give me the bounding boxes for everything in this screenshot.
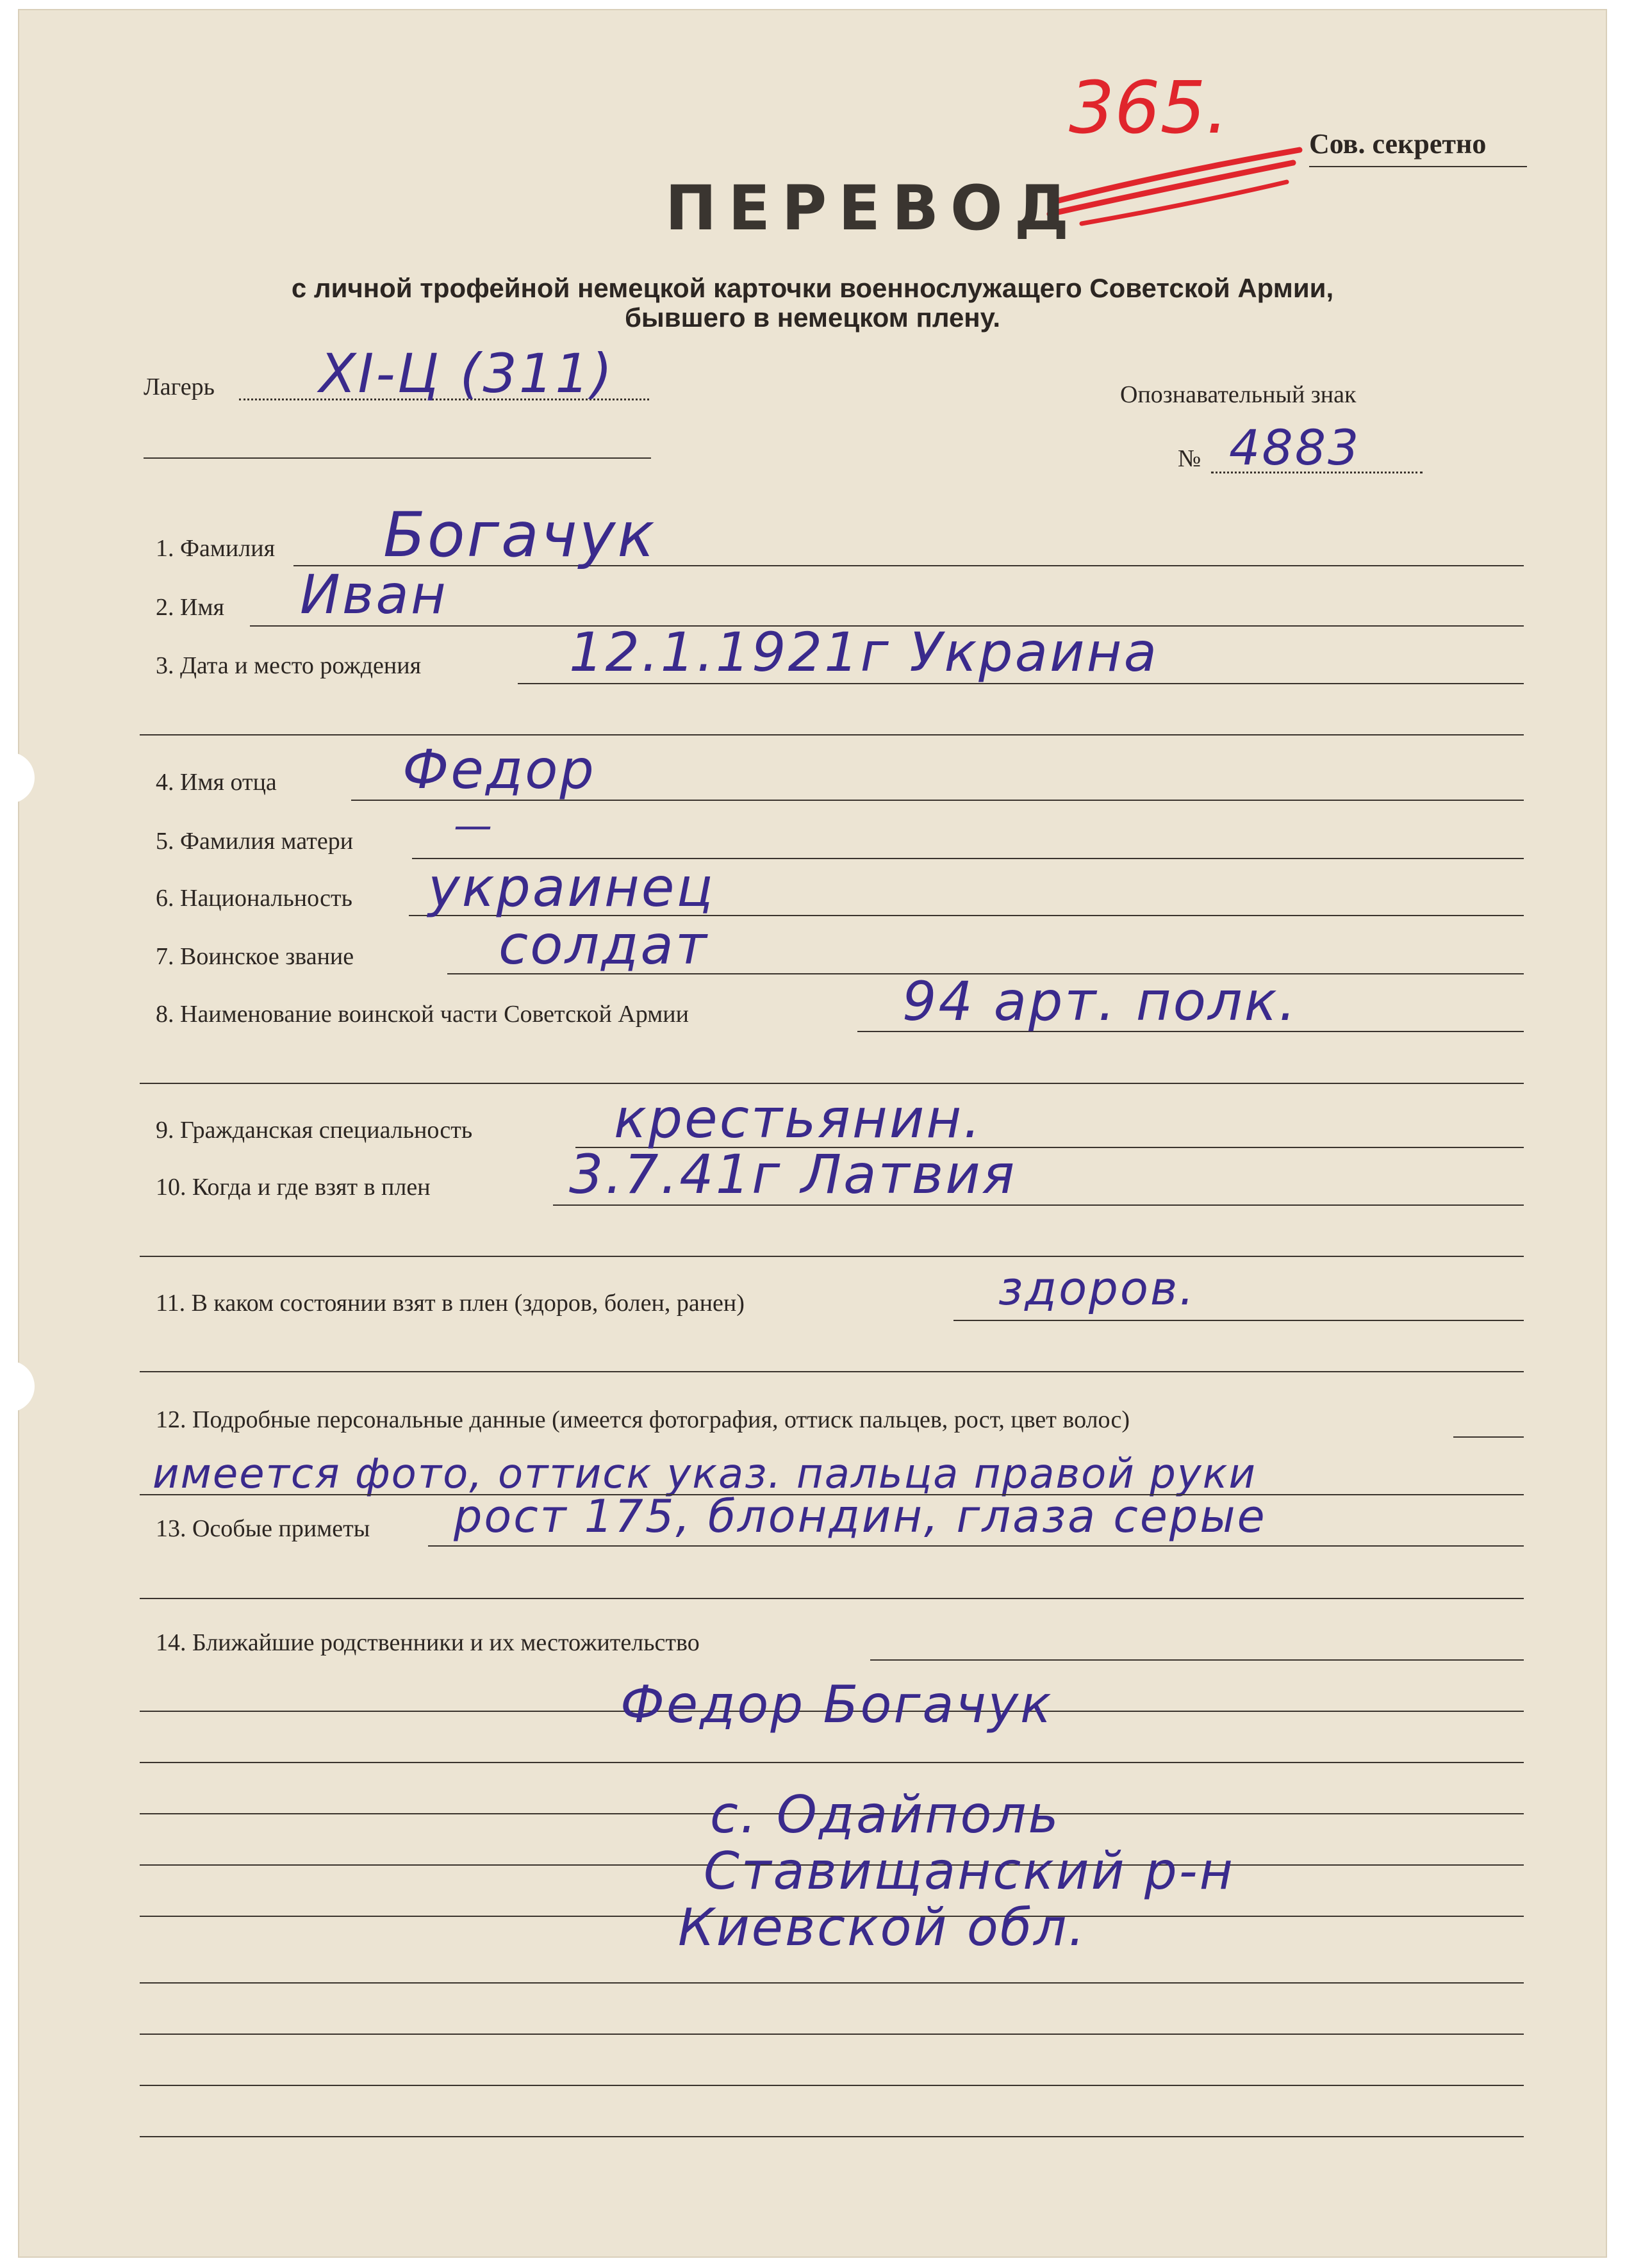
field-birth-value: 12.1.1921г Украина — [569, 621, 1159, 684]
punch-hole-bottom — [5, 1361, 35, 1412]
id-mark-number-sign: № — [1178, 445, 1201, 472]
field-birth-label: 3. Дата и место рождения — [156, 652, 422, 679]
document-subtitle-line2: бывшего в немецком плену. — [624, 302, 1001, 333]
field-features-label: 13. Особые приметы — [156, 1515, 370, 1542]
field-capture-second-line — [140, 1256, 1524, 1257]
field-unit-label: 8. Наименование воинской части Советской Армии — [156, 1001, 689, 1028]
camp-value: XI-Ц (311) — [319, 342, 615, 405]
field-nationality-value: украинец — [428, 856, 715, 919]
red-underline-strokes — [1043, 144, 1312, 240]
field-birth-second-line — [140, 734, 1524, 735]
field-condition-line — [953, 1320, 1524, 1321]
field-unit-value: 94 арт. полк. — [902, 970, 1298, 1033]
field-father-value: Федор — [402, 738, 596, 801]
field-relatives-label: 14. Ближайшие родственники и их местожительство — [156, 1629, 700, 1656]
secrecy-stamp: Сов. секретно — [1309, 128, 1487, 160]
relatives-line-2 — [140, 1762, 1524, 1763]
field-rank-label: 7. Воинское звание — [156, 943, 354, 970]
field-surname-label: 1. Фамилия — [156, 535, 276, 562]
field-first-name-label: 2. Имя — [156, 594, 224, 621]
document-title: ПЕРЕВОД — [665, 172, 1081, 244]
id-mark-value: 4883 — [1229, 419, 1361, 476]
field-capture-value: 3.7.41г Латвия — [569, 1143, 1017, 1206]
archive-number: 365. — [1069, 67, 1229, 150]
field-personal-data-label: 12. Подробные персональные данные (имеется фотография, оттиск пальцев, рост, цвет волос) — [156, 1406, 1130, 1433]
camp-label: Лагерь — [144, 374, 215, 400]
field-relatives-line — [870, 1659, 1524, 1661]
relatives-line-9 — [140, 2136, 1524, 2137]
field-features-line — [428, 1545, 1524, 1547]
field-condition-value: здоров. — [998, 1261, 1196, 1315]
field-mother-value: — — [454, 803, 494, 848]
field-surname-value: Богачук — [383, 499, 657, 571]
field-specialty-value: крестьянин. — [614, 1087, 983, 1150]
relatives-district: Ставищанский р-н — [704, 1841, 1235, 1901]
id-mark-label: Опознавательный знак — [1120, 381, 1357, 408]
field-features-second-line — [140, 1598, 1524, 1599]
relatives-region: Киевской обл. — [678, 1898, 1087, 1957]
field-nationality-label: 6. Национальность — [156, 885, 352, 912]
field-condition-second-line — [140, 1371, 1524, 1372]
field-rank-value: солдат — [499, 914, 709, 976]
document-page — [18, 9, 1607, 2258]
document-subtitle-line1: с личной трофейной немецкой карточки военнослужащего Советской Армии, — [291, 273, 1334, 303]
field-personal-data-line — [1453, 1436, 1524, 1438]
secrecy-underline — [1309, 166, 1527, 167]
field-father-label: 4. Имя отца — [156, 769, 277, 796]
field-specialty-label: 9. Гражданская специальность — [156, 1117, 473, 1144]
camp-second-line — [144, 457, 651, 459]
punch-hole-top — [5, 752, 35, 803]
field-condition-label: 11. В каком состоянии взят в плен (здоров, болен, ранен) — [156, 1290, 745, 1317]
field-personal-data-value: имеется фото, оттиск указ. пальца правой руки — [153, 1450, 1257, 1498]
relatives-village: с. Одайполь — [710, 1785, 1060, 1845]
field-first-name-value: Иван — [300, 563, 448, 626]
field-mother-label: 5. Фамилия матери — [156, 828, 354, 855]
field-unit-second-line — [140, 1083, 1524, 1084]
field-capture-label: 10. Когда и где взят в плен — [156, 1174, 431, 1201]
relatives-line-8 — [140, 2085, 1524, 2086]
relatives-line-7 — [140, 2034, 1524, 2035]
relatives-name: Федор Богачук — [620, 1675, 1053, 1734]
relatives-line-6 — [140, 1982, 1524, 1984]
field-features-value: рост 175, блондин, глаза серые — [454, 1490, 1267, 1543]
